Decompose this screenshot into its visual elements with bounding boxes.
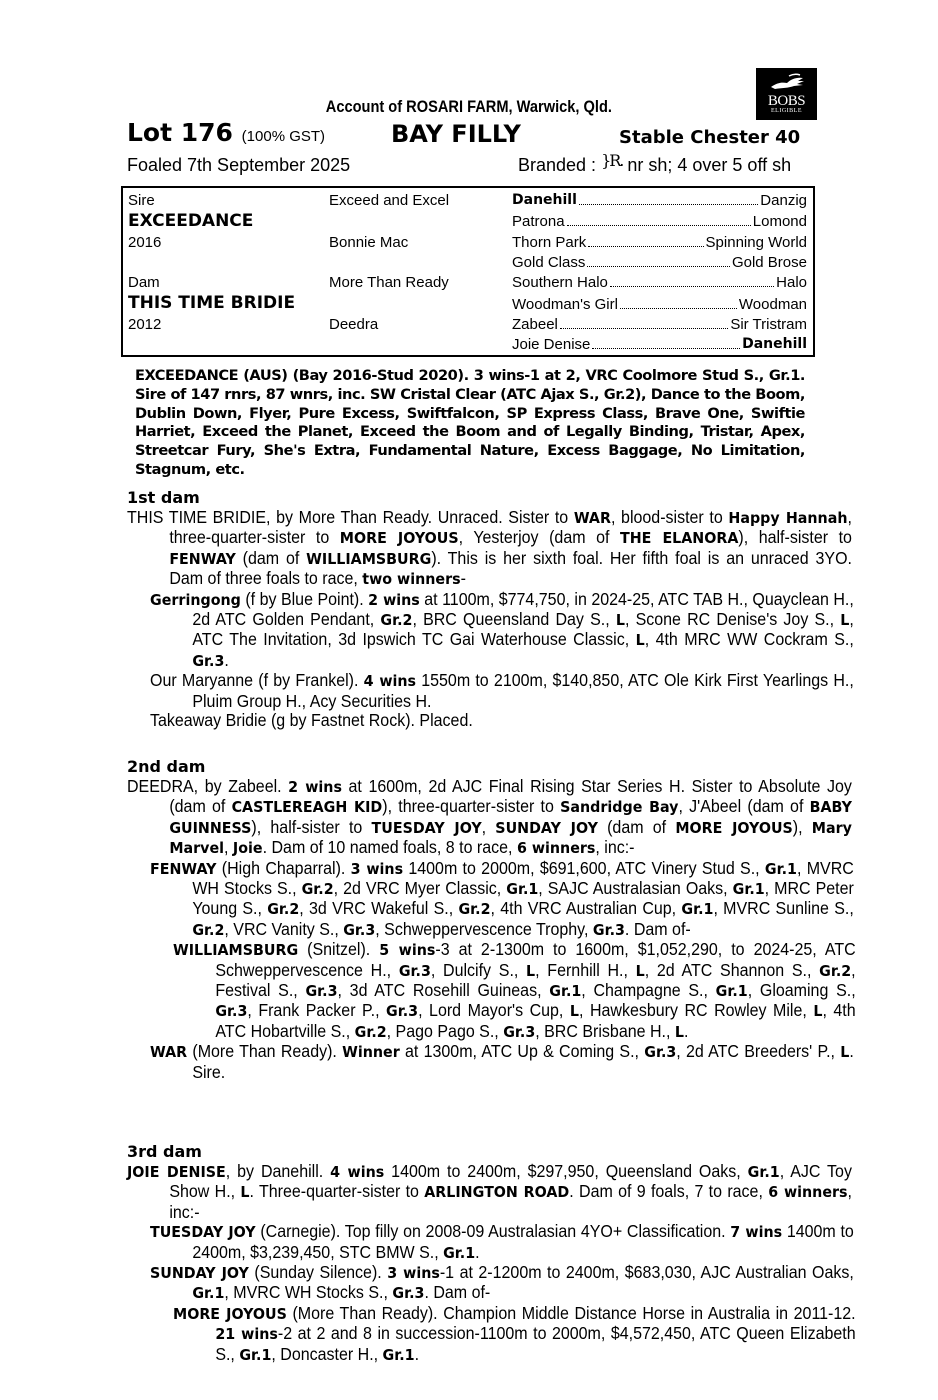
dam-sire: More Than Ready — [329, 274, 449, 291]
pedigree-paragraph: Gerringong (f by Blue Point). 2 wins at 1100m, $774,750, in 2024-25, ATC TAB H., Quayclean H., 2d ATC Golden Pendant, Gr.2, BRC Queensland Day S., L, Scone RC Denise's Joy S., L, ATC The Invitation, 3d Ipswich TC Gai Waterhouse Classic, L, 4th MRC WW Cockram S., Gr.3. — [150, 588, 854, 670]
pedigree-g3-row: Patrona Lomond — [512, 213, 807, 230]
pedigree-paragraph: DEEDRA, by Zabeel. 2 wins at 1600m, 2d AJC Final Rising Star Series H. Sister to Absolute Joy (dam of CASTLEREAGH KID), three-quarter-sister to Sandridge Bay, J'Abeel (dam of BABY GUINNESS), half-sister to TUESDAY JOY, SUNDAY JOY (dam of MORE JOYOUS), Mary Marvel, Joie. Dam of 10 named foals, 8 to race, 6 winners, inc:- — [127, 776, 852, 858]
pedigree-g3-row: Gold Class Gold Brose — [512, 254, 807, 271]
dam-label: Dam — [128, 274, 160, 291]
section-heading: 1st dam — [127, 488, 200, 507]
bobs-horse-icon — [767, 73, 807, 93]
stable-location: Stable Chester 40 — [619, 127, 801, 148]
dam-name: THIS TIME BRIDIE — [128, 293, 296, 313]
pedigree-paragraph: THIS TIME BRIDIE, by More Than Ready. Unraced. Sister to WAR, blood-sister to Happy Hannah, three-quarter-sister to MORE JOYOUS, Yesterjoy (dam of THE ELANORA), half-sister to FENWAY (dam of WILLIAMSBURG). This is her sixth foal. Her fifth foal is an unraced 3YO. Dam of three foals to race, two winners- — [127, 507, 852, 589]
logo-text-eligible: ELIGIBLE — [771, 108, 802, 114]
logo-text-bobs: BOBS — [767, 93, 806, 109]
pedigree-paragraph: SUNDAY JOY (Sunday Silence). 3 wins-1 at 2-1200m to 2400m, $683,030, AJC Australian Oaks, Gr.1, MVRC WH Stocks S., Gr.3. Dam of- — [150, 1262, 854, 1303]
pedigree-g3-row: Danehill Danzig — [512, 192, 807, 209]
section-3rd-dam — [127, 1142, 856, 1365]
pedigree-paragraph: Our Maryanne (f by Frankel). 4 wins 1550m to 2100m, $140,850, ATC Ole Kirk First Yearlings H., Pluim Group H., Acy Securities H. — [150, 670, 854, 711]
dam-year: 2012 — [128, 316, 162, 333]
pedigree-g3-row: Zabeel Sir Tristram — [512, 316, 807, 333]
section-2nd-dam — [127, 757, 856, 1082]
pedigree-paragraph: FENWAY (High Chaparral). 3 wins 1400m to 2000m, $691,600, ATC Vinery Stud S., Gr.1, MVRC WH Stocks S., Gr.2, 2d VRC Myer Classic, Gr.1, SAJC Australasian Oaks, Gr.1, MRC Peter Young S., Gr.2, 3d VRC Wakeful S., Gr.2, 4th VRC Australian Cup, Gr.1, MVRC Sunline S., Gr.2, VRC Vanity S., Gr.3, Schweppervescence Trophy, Gr.3. Dam of- — [150, 857, 854, 939]
pedigree-paragraph: MORE JOYOUS (More Than Ready). Champion Middle Distance Horse in Australia in 2011-12. 21 wins-2 at 2 and 8 in succession-1100m to 2000m, $4,572,450, ATC Queen Elizabeth S., Gr.1, Doncaster H., Gr.1. — [173, 1302, 856, 1364]
pedigree-paragraph: WILLIAMSBURG (Snitzel). 5 wins-3 at 2-1300m to 1600m, $1,052,290, to 2024-25, ATC Schweppervescence H., Gr.3, Dulcify S., L, Fernhill H., L, 2d ATC Shannon S., Gr.2, Festival S., Gr.3, 3d ATC Rosehill Guineas, Gr.1, Champagne S., Gr.1, Gloaming S., Gr.3, Frank Packer P., Gr.3, Lord Mayor's Cup, L, Hawkesbury RC Rowley Mile, L, 4th ATC Hobartville S., Gr.2, Pago Pago S., Gr.3, BRC Brisbane H., L. — [173, 939, 856, 1041]
pedigree-paragraph: Takeaway Bridie (g by Fastnet Rock). Placed. — [150, 710, 473, 731]
lot-label: Lot 176 — [127, 118, 233, 147]
pedigree-paragraph: JOIE DENISE, by Danehill. 4 wins 1400m to 2400m, $297,950, Queensland Oaks, Gr.1, AJC Toy Show H., L. Three-quarter-sister to ARLINGTON ROAD. Dam of 9 foals, 7 to race, 6 winners, inc:- — [127, 1161, 852, 1222]
lot-number — [127, 118, 325, 147]
vendor-account: Account of ROSARI FARM, Warwick, Qld. — [325, 97, 612, 116]
sire-year: 2016 — [128, 234, 162, 251]
brand-mark-icon: }R. — [601, 151, 623, 170]
pedigree-g3-row: Thorn Park Spinning World — [512, 234, 807, 251]
pedigree-g3-row: Joie Denise Danehill — [512, 336, 807, 353]
sire-dam: Bonnie Mac — [329, 234, 409, 251]
pedigree-g3-row: Woodman's Girl Woodman — [512, 296, 807, 313]
section-body — [127, 507, 854, 731]
section-heading: 2nd dam — [127, 757, 206, 776]
section-body — [127, 776, 856, 1082]
page-title: BAY FILLY — [391, 120, 521, 148]
foaled-date: Foaled 7th September 2025 — [127, 155, 351, 175]
brand-info: Branded : }R. nr sh; 4 over 5 off sh — [518, 151, 792, 175]
pedigree-paragraph: TUESDAY JOY (Carnegie). Top filly on 2008-09 Australasian 4YO+ Classification. 7 wins 1400m to 2400m, $3,239,450, STC BMW S., Gr.1. — [150, 1221, 854, 1262]
pedigree-paragraph: WAR (More Than Ready). Winner at 1300m, ATC Up & Coming S., Gr.3, 2d ATC Breeders' P., L. Sire. — [150, 1041, 854, 1082]
gst-note: (100% GST) — [241, 128, 326, 145]
sire-summary: EXCEEDANCE (AUS) (Bay 2016-Stud 2020). 3 wins-1 at 2, VRC Coolmore Stud S., Gr.1. Sire of 147 rnrs, 87 wnrs, inc. SW Cristal Clear (ATC Ajax S., Gr.2), Dance to the Boom, Dublin Down, Flyer, Pure Excess, Swiftfalcon, SP Express Class, Brave One, Swiftie Harriet, Exceed the Planet, Exceed the Boom and of Legally Binding, Tristar, Apex, Streetcar Fury, She's Extra, Fundamental Nature, Excess Baggage, No Limitation, Stagnum, etc. — [135, 367, 805, 478]
section-1st-dam — [127, 488, 854, 731]
sire-label: Sire — [128, 192, 155, 209]
sire-sire: Exceed and Excel — [329, 192, 450, 209]
sire-name: EXCEEDANCE — [128, 211, 254, 231]
pedigree-g3-row: Southern Halo Halo — [512, 274, 807, 291]
dam-dam: Deedra — [329, 316, 379, 333]
section-heading: 3rd dam — [127, 1142, 202, 1161]
section-body — [127, 1161, 856, 1365]
pedigree-table — [121, 186, 815, 357]
